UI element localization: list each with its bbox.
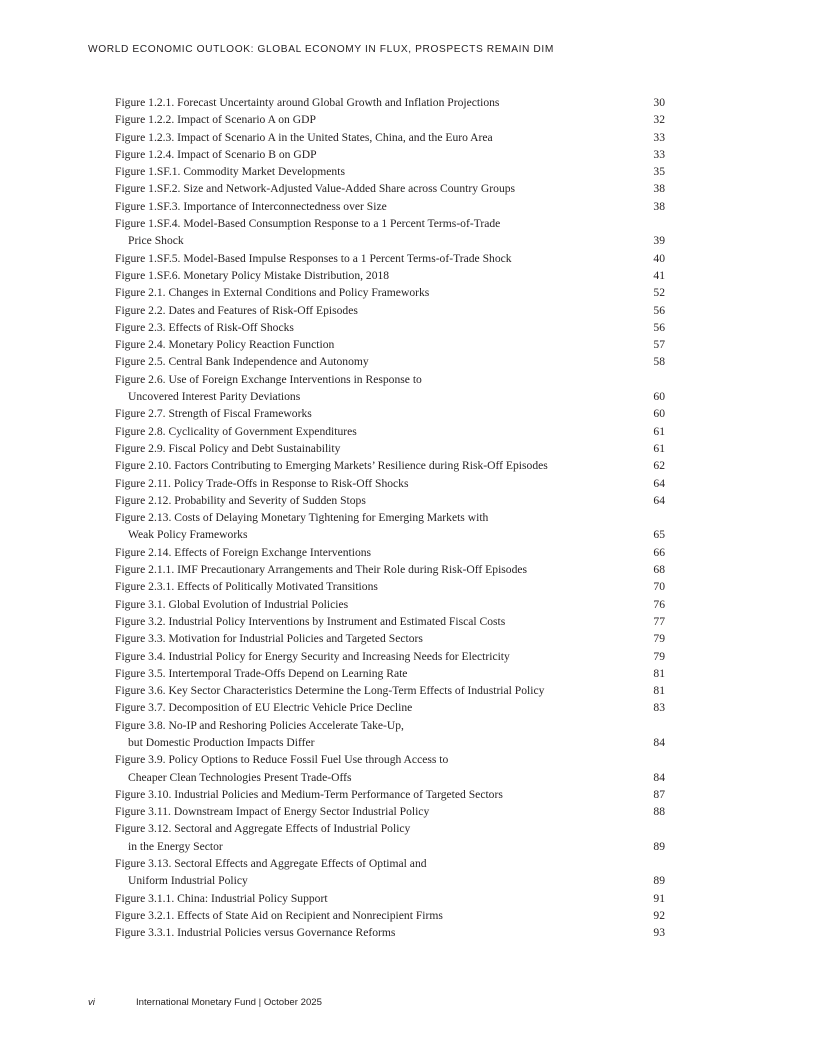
toc-entry-page-number: 89 (653, 839, 665, 853)
toc-entry-page-number: 84 (653, 770, 665, 784)
toc-entry (115, 907, 665, 924)
toc-entry (115, 353, 665, 370)
toc-entry (115, 475, 665, 492)
toc-entry-title: Figure 3.1. Global Evolution of Industrial Policies (115, 597, 349, 611)
toc-entry-page-number: 38 (653, 182, 665, 196)
toc-entry-page-number: 87 (653, 787, 665, 801)
toc-entry-page-number: 62 (653, 459, 665, 473)
toc-entry (115, 146, 665, 163)
toc-entry (115, 924, 665, 941)
toc-entry-page-number: 58 (653, 355, 665, 369)
toc-entry-title: Figure 3.8. No-IP and Reshoring Policies Accelerate Take-Up, (115, 718, 404, 732)
toc-entry (115, 457, 665, 474)
toc-entry-title-continued: Uncovered Interest Parity Deviations (128, 390, 301, 404)
toc-entry-title: Figure 1.SF.4. Model-Based Consumption Response to a 1 Percent Terms-of-Trade (115, 217, 501, 231)
toc-entry (115, 630, 665, 647)
toc-entry (115, 129, 665, 146)
toc-entry-page-number: 52 (653, 286, 665, 300)
toc-entry (115, 648, 665, 665)
toc-entry-title: Figure 1.2.1. Forecast Uncertainty around Global Growth and Inflation Projections (115, 96, 500, 109)
toc-entry-title: Figure 2.1. Changes in External Conditions and Policy Frameworks (115, 286, 430, 300)
toc-entry-page-number: 81 (653, 684, 665, 698)
toc-entry (115, 440, 665, 457)
toc-entry (115, 267, 665, 284)
toc-entry (115, 250, 665, 267)
toc-entry-page-number: 76 (653, 597, 665, 611)
toc-entry-page-number: 40 (653, 251, 665, 265)
toc-entry-title: Figure 3.1.1. China: Industrial Policy Support (115, 891, 328, 905)
toc-entry (115, 94, 665, 111)
toc-entry (115, 578, 665, 595)
toc-entry-page-number: 66 (653, 545, 665, 559)
page-footer (88, 997, 322, 1008)
toc-entry (115, 198, 665, 215)
toc-entry-page-number: 35 (653, 165, 665, 179)
toc-entry (115, 509, 665, 544)
toc-entry-title: Figure 2.7. Strength of Fiscal Frameworks (115, 407, 312, 421)
toc-entry-page-number: 33 (653, 130, 665, 144)
toc-entry (115, 717, 665, 752)
toc-entry (115, 751, 665, 786)
toc-entry-title: Figure 3.7. Decomposition of EU Electric Vehicle Price Decline (115, 701, 413, 715)
toc-entry-title: Figure 3.9. Policy Options to Reduce Fossil Fuel Use through Access to (115, 753, 449, 767)
toc-entry-page-number: 60 (653, 407, 665, 421)
toc-entry-title: Figure 1.2.3. Impact of Scenario A in the United States, China, and the Euro Area (115, 130, 493, 144)
toc-entry (115, 302, 665, 319)
toc-entry-page-number: 57 (653, 338, 665, 352)
toc-entry-title: Figure 1.2.4. Impact of Scenario B on GDP (115, 147, 317, 161)
toc-entry-page-number: 61 (653, 424, 665, 438)
toc-entry-title: Figure 1.SF.5. Model-Based Impulse Responses to a 1 Percent Terms-of-Trade Shock (115, 251, 512, 265)
toc-entry-title: Figure 3.10. Industrial Policies and Medium-Term Performance of Targeted Sectors (115, 787, 503, 801)
toc-entry-title: Figure 1.SF.6. Monetary Policy Mistake Distribution, 2018 (115, 268, 390, 282)
toc-entry (115, 405, 665, 422)
toc-entry-title: Figure 3.5. Intertemporal Trade-Offs Depend on Learning Rate (115, 666, 408, 680)
toc-entry (115, 215, 665, 250)
toc-entry-title: Figure 1.SF.2. Size and Network-Adjusted Value-Added Share across Country Groups (115, 182, 516, 196)
toc-entry-page-number: 68 (653, 563, 665, 577)
toc-entry-title: Figure 1.SF.3. Importance of Interconnectedness over Size (115, 199, 387, 213)
toc-entry-title: Figure 1.SF.1. Commodity Market Developments (115, 165, 345, 179)
toc-entry-page-number: 39 (653, 234, 665, 248)
toc-entry-page-number: 64 (653, 493, 665, 507)
toc-entry-title: Figure 3.4. Industrial Policy for Energy Security and Increasing Needs for Electricity (115, 649, 510, 663)
toc-entry (115, 561, 665, 578)
toc-entry (115, 423, 665, 440)
toc-entry-page-number: 79 (653, 632, 665, 646)
footer-publisher: International Monetary Fund | October 2025 (136, 997, 322, 1008)
toc-entry-page-number: 30 (653, 96, 665, 109)
toc-entry (115, 699, 665, 716)
toc-entry (115, 682, 665, 699)
toc-entry (115, 786, 665, 803)
toc-entry-title: Figure 3.6. Key Sector Characteristics Determine the Long-Term Effects of Industrial Policy (115, 684, 545, 698)
toc-entry-title: Figure 2.5. Central Bank Independence and Autonomy (115, 355, 369, 369)
toc-entry-page-number: 32 (653, 113, 665, 127)
toc-entry-page-number: 33 (653, 147, 665, 161)
toc-entry (115, 492, 665, 509)
toc-entry-page-number: 60 (653, 390, 665, 404)
toc-entry-title-continued: Cheaper Clean Technologies Present Trade-Offs (128, 770, 352, 784)
toc-entry-page-number: 81 (653, 666, 665, 680)
toc-entry (115, 180, 665, 197)
toc-entry-title: Figure 2.1.1. IMF Precautionary Arrangements and Their Role during Risk-Off Episodes (115, 563, 528, 577)
toc-entry-title-continued: Price Shock (128, 234, 184, 248)
toc-entry-title-continued: in the Energy Sector (128, 839, 223, 853)
toc-entry (115, 163, 665, 180)
toc-entry-title: Figure 1.2.2. Impact of Scenario A on GDP (115, 113, 316, 127)
toc-entry-title: Figure 2.3.1. Effects of Politically Motivated Transitions (115, 580, 378, 594)
toc-entry-page-number: 38 (653, 199, 665, 213)
toc-entry-page-number: 56 (653, 303, 665, 317)
toc-entry-page-number: 56 (653, 320, 665, 334)
toc-entry-title: Figure 3.11. Downstream Impact of Energy Sector Industrial Policy (115, 805, 430, 819)
toc-entry-page-number: 83 (653, 701, 665, 715)
toc-entry-page-number: 41 (653, 268, 665, 282)
toc-entry-title: Figure 3.3. Motivation for Industrial Policies and Targeted Sectors (115, 632, 423, 646)
toc-entry-title: Figure 2.11. Policy Trade-Offs in Response to Risk-Off Shocks (115, 476, 409, 490)
toc-entry (115, 111, 665, 128)
toc-entry (115, 820, 665, 855)
toc-entry-page-number: 89 (653, 874, 665, 888)
toc-entry (115, 371, 665, 406)
toc-entry-page-number: 64 (653, 476, 665, 490)
toc-entry-title: Figure 2.9. Fiscal Policy and Debt Sustainability (115, 441, 341, 455)
toc-entry-title: Figure 3.12. Sectoral and Aggregate Effects of Industrial Policy (115, 822, 411, 836)
toc-entry-page-number: 93 (653, 926, 665, 940)
toc-entry-page-number: 79 (653, 649, 665, 663)
toc-entry-title: Figure 3.13. Sectoral Effects and Aggregate Effects of Optimal and (115, 857, 427, 871)
toc-entry-page-number: 91 (653, 891, 665, 905)
toc-entry (115, 544, 665, 561)
toc-entry-title: Figure 2.14. Effects of Foreign Exchange Interventions (115, 545, 372, 559)
toc-entry-title-continued: but Domestic Production Impacts Differ (128, 735, 315, 749)
toc-entry-page-number: 77 (653, 614, 665, 628)
toc-entry (115, 890, 665, 907)
toc-entry-title-continued: Weak Policy Frameworks (128, 528, 248, 542)
toc-entry-title: Figure 2.2. Dates and Features of Risk-Off Episodes (115, 303, 358, 317)
toc-entry-page-number: 84 (653, 735, 665, 749)
toc-entry (115, 336, 665, 353)
toc-entry (115, 665, 665, 682)
toc-entry-title: Figure 3.2. Industrial Policy Interventions by Instrument and Estimated Fiscal Costs (115, 614, 506, 628)
toc-entry (115, 855, 665, 890)
toc-entry (115, 613, 665, 630)
toc-entry-title: Figure 2.8. Cyclicality of Government Expenditures (115, 424, 357, 438)
page-number: vi (88, 997, 95, 1008)
toc-entry-title: Figure 2.6. Use of Foreign Exchange Interventions in Response to (115, 372, 422, 386)
toc-entry (115, 284, 665, 301)
toc-entry-page-number: 61 (653, 441, 665, 455)
toc-entry (115, 596, 665, 613)
list-of-figures (115, 94, 665, 942)
toc-entry-title: Figure 2.12. Probability and Severity of Sudden Stops (115, 493, 366, 507)
toc-entry-title-continued: Uniform Industrial Policy (128, 874, 248, 888)
toc-entry-page-number: 65 (653, 528, 665, 542)
toc-entry-title: Figure 2.3. Effects of Risk-Off Shocks (115, 320, 294, 334)
toc-entry-title: Figure 2.4. Monetary Policy Reaction Function (115, 338, 335, 352)
toc-entry (115, 319, 665, 336)
toc-entry-title: Figure 2.13. Costs of Delaying Monetary Tightening for Emerging Markets with (115, 511, 489, 525)
toc-entry-page-number: 70 (653, 580, 665, 594)
toc-entry-page-number: 88 (653, 805, 665, 819)
toc-entry-title: Figure 3.2.1. Effects of State Aid on Recipient and Nonrecipient Firms (115, 908, 443, 922)
running-head: WORLD ECONOMIC OUTLOOK: GLOBAL ECONOMY IN FLUX, PROSPECTS REMAIN DIM (88, 44, 554, 55)
toc-entry-title: Figure 3.3.1. Industrial Policies versus Governance Reforms (115, 926, 396, 940)
toc-entry (115, 803, 665, 820)
toc-entry-title: Figure 2.10. Factors Contributing to Emerging Markets’ Resilience during Risk-Off Episodes (115, 459, 548, 473)
toc-entry-page-number: 92 (653, 908, 665, 922)
